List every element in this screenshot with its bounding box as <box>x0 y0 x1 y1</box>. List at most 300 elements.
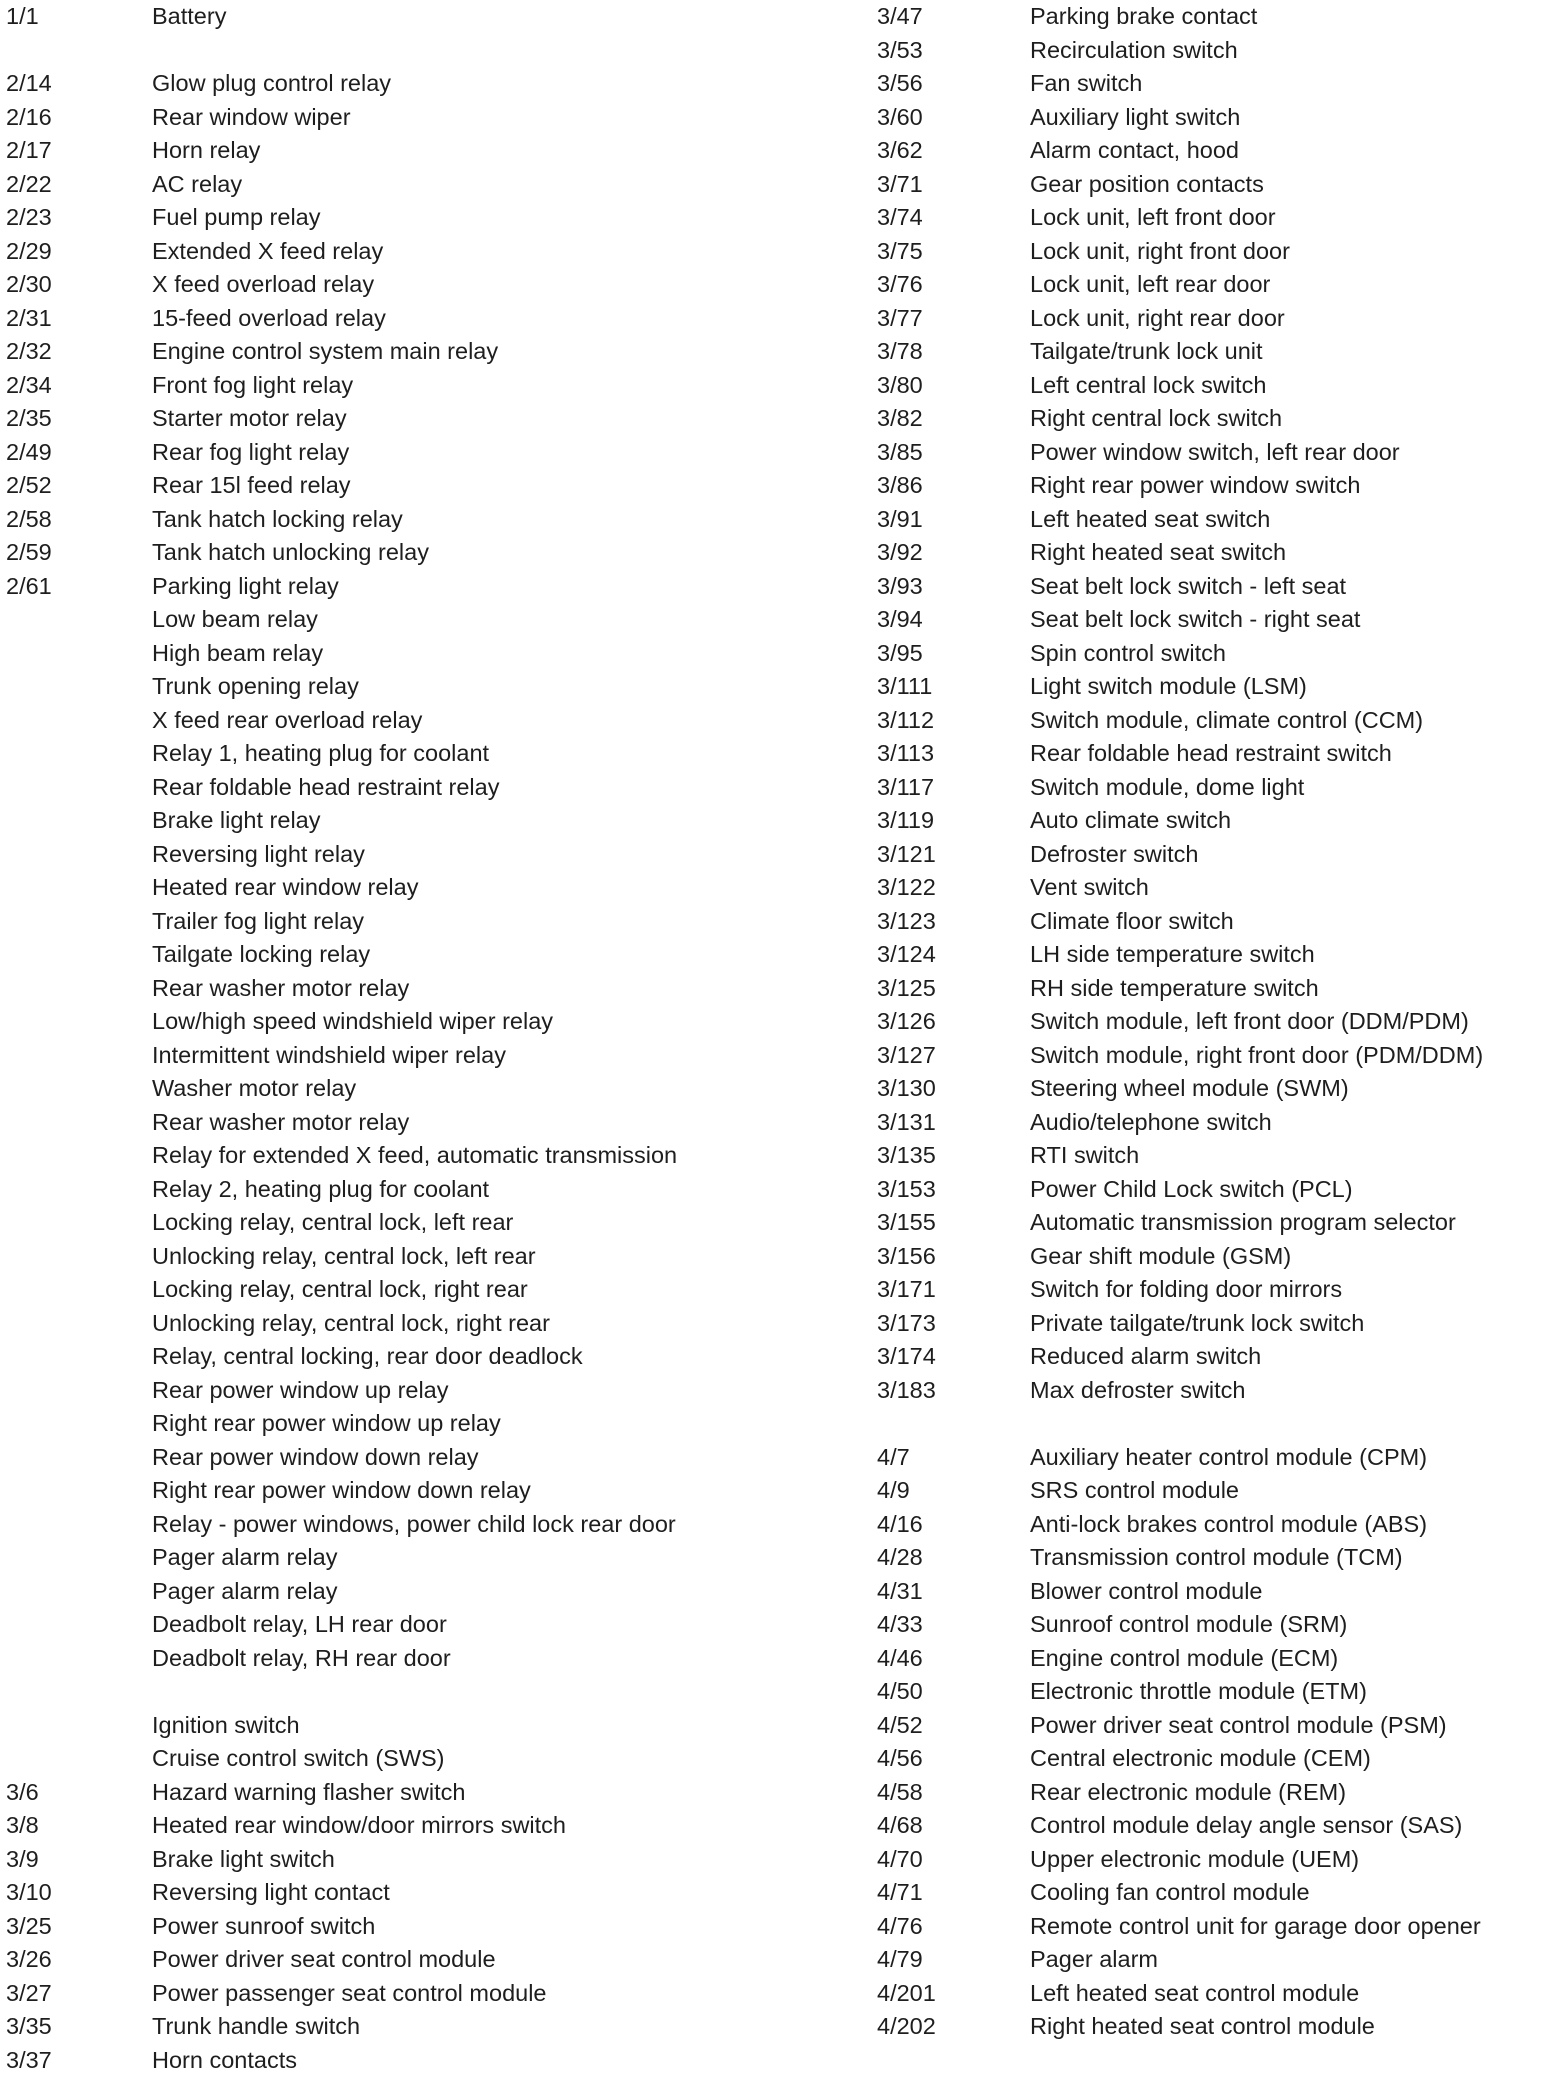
component-code: 4/79 <box>877 1946 923 1972</box>
component-row <box>0 1240 870 1274</box>
component-description: SRS control module <box>1030 1477 1239 1503</box>
component-row <box>0 1776 870 1810</box>
component-description: Tailgate locking relay <box>152 941 371 967</box>
component-row <box>0 905 870 939</box>
component-row <box>877 704 1550 738</box>
component-description: Right rear power window up relay <box>152 1410 501 1436</box>
component-row <box>877 1943 1550 1977</box>
component-code: 2/22 <box>6 170 52 197</box>
component-description: Auxiliary heater control module (CPM) <box>1030 1443 1428 1470</box>
component-row <box>0 804 870 838</box>
component-description: Relay 1, heating plug for coolant <box>152 740 490 766</box>
component-code: 2/30 <box>6 271 52 297</box>
component-description: Pager alarm relay <box>152 1544 338 1570</box>
component-code: 4/202 <box>877 2013 936 2039</box>
component-row <box>877 1005 1550 1039</box>
component-description: Rear 15l feed relay <box>152 472 351 498</box>
component-description: Recirculation switch <box>1030 36 1238 63</box>
component-code: 2/23 <box>6 204 52 230</box>
component-row <box>0 1474 870 1508</box>
component-code: 4/76 <box>877 1912 923 1939</box>
component-code: 3/56 <box>877 70 923 96</box>
component-code: 3/121 <box>877 840 936 867</box>
component-description: Gear position contacts <box>1030 170 1264 197</box>
component-row <box>0 0 870 34</box>
component-description: Right heated seat control module <box>1030 2013 1375 2039</box>
component-code: 3/183 <box>877 1376 936 1403</box>
component-description: Max defroster switch <box>1030 1376 1246 1403</box>
component-description: Power window switch, left rear door <box>1030 438 1400 465</box>
component-description: Seat belt lock switch - left seat <box>1030 572 1347 599</box>
component-code: 3/131 <box>877 1108 936 1135</box>
component-code: 3/76 <box>877 271 923 297</box>
component-description: X feed overload relay <box>152 271 375 297</box>
component-code: 3/126 <box>877 1008 936 1034</box>
component-description: Blower control module <box>1030 1577 1263 1604</box>
component-description: Central electronic module (CEM) <box>1030 1745 1371 1771</box>
component-row <box>0 335 870 369</box>
component-description: Rear foldable head restraint relay <box>152 773 500 800</box>
component-description: Unlocking relay, central lock, left rear <box>152 1242 536 1269</box>
component-row <box>877 1642 1550 1676</box>
component-description: Transmission control module (TCM) <box>1030 1544 1403 1570</box>
component-description: Relay, central locking, rear door deadlock <box>152 1343 583 1369</box>
component-description: Ignition switch <box>152 1711 300 1738</box>
component-description: AC relay <box>152 170 243 197</box>
component-code: 3/10 <box>6 1879 52 1905</box>
component-code: 4/9 <box>877 1477 910 1503</box>
component-description: Lock unit, right rear door <box>1030 304 1285 331</box>
component-description: Spin control switch <box>1030 639 1226 666</box>
component-description: Control module delay angle sensor (SAS) <box>1030 1812 1463 1838</box>
component-description: Right heated seat switch <box>1030 539 1287 565</box>
component-description: Cooling fan control module <box>1030 1879 1310 1905</box>
component-row <box>0 1307 870 1341</box>
component-row <box>0 1106 870 1140</box>
component-description: LH side temperature switch <box>1030 941 1315 967</box>
component-row <box>0 1541 870 1575</box>
component-row <box>877 737 1550 771</box>
component-code: 3/27 <box>6 1979 52 2006</box>
component-row <box>877 1541 1550 1575</box>
component-code: 3/117 <box>877 773 935 800</box>
component-description: Fuel pump relay <box>152 204 321 230</box>
component-description: Lock unit, right front door <box>1030 237 1290 264</box>
component-description: X feed rear overload relay <box>152 706 423 733</box>
component-row <box>0 1608 870 1642</box>
component-row <box>877 938 1550 972</box>
component-row <box>877 1407 1550 1441</box>
component-row <box>877 369 1550 403</box>
component-code: 2/52 <box>6 472 52 498</box>
component-description: Switch module, dome light <box>1030 773 1305 800</box>
component-description: Rear foldable head restraint switch <box>1030 740 1392 766</box>
component-row <box>877 1709 1550 1743</box>
component-description: Switch module, climate control (CCM) <box>1030 706 1424 733</box>
component-row <box>0 771 870 805</box>
component-code: 3/8 <box>6 1812 39 1838</box>
component-row <box>877 1240 1550 1274</box>
component-row <box>0 972 870 1006</box>
component-description: Relay for extended X feed, automatic transmission <box>152 1142 678 1168</box>
component-row <box>0 1139 870 1173</box>
component-row <box>877 838 1550 872</box>
component-row <box>0 1709 870 1743</box>
component-description: RH side temperature switch <box>1030 974 1319 1001</box>
component-row <box>877 1474 1550 1508</box>
component-code: 3/153 <box>877 1175 936 1202</box>
component-description: Rear power window up relay <box>152 1376 449 1403</box>
component-row <box>0 938 870 972</box>
component-code: 2/31 <box>6 304 52 331</box>
component-description: Anti-lock brakes control module (ABS) <box>1030 1510 1428 1537</box>
component-row <box>0 67 870 101</box>
component-row <box>877 2010 1550 2044</box>
component-row <box>0 1072 870 1106</box>
component-row <box>877 1742 1550 1776</box>
component-row <box>877 637 1550 671</box>
component-row <box>0 704 870 738</box>
component-description: Trunk opening relay <box>152 673 359 699</box>
component-row <box>0 1039 870 1073</box>
component-description: Horn contacts <box>152 2046 297 2073</box>
component-row <box>0 871 870 905</box>
component-code: 3/95 <box>877 639 923 666</box>
component-description: Rear fog light relay <box>152 438 350 465</box>
component-row <box>877 1776 1550 1810</box>
component-row <box>877 670 1550 704</box>
component-code: 3/124 <box>877 941 936 967</box>
component-row <box>0 268 870 302</box>
component-code: 3/155 <box>877 1209 936 1235</box>
component-row <box>0 302 870 336</box>
component-code: 3/130 <box>877 1075 936 1101</box>
component-code: 3/125 <box>877 974 936 1001</box>
component-description: RTI switch <box>1030 1142 1140 1168</box>
component-row <box>877 335 1550 369</box>
component-description: Unlocking relay, central lock, right rear <box>152 1309 550 1336</box>
component-code: 3/80 <box>877 371 923 398</box>
component-description: Hazard warning flasher switch <box>152 1778 466 1805</box>
component-description: Upper electronic module (UEM) <box>1030 1845 1360 1872</box>
component-code: 2/58 <box>6 505 52 532</box>
component-row <box>877 871 1550 905</box>
component-row <box>877 469 1550 503</box>
component-code: 3/85 <box>877 438 923 465</box>
component-row <box>0 1742 870 1776</box>
component-row <box>0 737 870 771</box>
component-description: Heated rear window relay <box>152 874 419 900</box>
component-code: 3/123 <box>877 907 936 934</box>
component-row <box>877 34 1550 68</box>
component-description: Glow plug control relay <box>152 70 392 96</box>
component-row <box>0 1441 870 1475</box>
component-row <box>877 1608 1550 1642</box>
component-description: Extended X feed relay <box>152 237 384 264</box>
component-description: Steering wheel module (SWM) <box>1030 1075 1349 1101</box>
component-code: 2/49 <box>6 438 52 465</box>
component-description: Electronic throttle module (ETM) <box>1030 1678 1367 1704</box>
component-row <box>0 637 870 671</box>
component-code: 3/37 <box>6 2046 52 2073</box>
component-row <box>877 235 1550 269</box>
component-row <box>0 201 870 235</box>
component-row <box>877 302 1550 336</box>
component-code: 3/82 <box>877 405 923 431</box>
component-row <box>0 536 870 570</box>
component-description: Horn relay <box>152 137 261 163</box>
component-description: Deadbolt relay, RH rear door <box>152 1644 451 1671</box>
component-code: 3/92 <box>877 539 923 565</box>
component-row <box>0 1273 870 1307</box>
component-description: Power driver seat control module <box>152 1946 496 1972</box>
component-code: 3/112 <box>877 706 935 733</box>
component-description: Low/high speed windshield wiper relay <box>152 1008 554 1034</box>
component-row <box>877 536 1550 570</box>
component-row <box>877 1843 1550 1877</box>
component-description: Right rear power window down relay <box>152 1477 531 1503</box>
component-description: Heated rear window/door mirrors switch <box>152 1812 567 1838</box>
component-row <box>0 101 870 135</box>
component-row <box>0 1943 870 1977</box>
component-row <box>0 1206 870 1240</box>
component-row <box>0 1977 870 2011</box>
component-code: 2/59 <box>6 539 52 565</box>
component-description: Right central lock switch <box>1030 405 1283 431</box>
component-code: 4/56 <box>877 1745 923 1771</box>
component-row <box>877 1977 1550 2011</box>
component-description: Starter motor relay <box>152 405 347 431</box>
component-description: Lock unit, left rear door <box>1030 271 1271 297</box>
component-code: 1/1 <box>6 3 39 29</box>
component-description: Left heated seat control module <box>1030 1979 1360 2006</box>
component-description: Switch module, right front door (PDM/DDM) <box>1030 1041 1484 1068</box>
component-code: 3/127 <box>877 1041 936 1068</box>
component-row <box>877 134 1550 168</box>
component-description: Gear shift module (GSM) <box>1030 1242 1292 1269</box>
component-description: Power sunroof switch <box>152 1912 376 1939</box>
component-row <box>877 1374 1550 1408</box>
component-description: Rear power window down relay <box>152 1443 479 1470</box>
component-code: 3/111 <box>877 673 933 699</box>
component-description: Deadbolt relay, LH rear door <box>152 1611 447 1637</box>
component-code: 3/86 <box>877 472 923 498</box>
component-code: 4/52 <box>877 1711 923 1738</box>
component-code: 3/94 <box>877 606 923 632</box>
component-row <box>877 101 1550 135</box>
component-row <box>877 1910 1550 1944</box>
component-description: Automatic transmission program selector <box>1030 1209 1456 1235</box>
component-row <box>0 436 870 470</box>
component-row <box>0 603 870 637</box>
component-code: 3/75 <box>877 237 923 264</box>
component-row <box>0 2044 870 2078</box>
component-row <box>0 1910 870 1944</box>
component-description: Auxiliary light switch <box>1030 103 1241 130</box>
component-row <box>0 235 870 269</box>
component-code: 3/91 <box>877 505 923 532</box>
component-row <box>0 134 870 168</box>
component-description: Locking relay, central lock, right rear <box>152 1276 528 1302</box>
component-description: Seat belt lock switch - right seat <box>1030 606 1361 632</box>
component-code: 3/25 <box>6 1912 52 1939</box>
component-description: Audio/telephone switch <box>1030 1108 1272 1135</box>
component-code: 4/70 <box>877 1845 923 1872</box>
component-code: 3/122 <box>877 874 936 900</box>
component-code: 4/31 <box>877 1577 923 1604</box>
component-row <box>0 1876 870 1910</box>
component-description: Low beam relay <box>152 606 318 632</box>
component-description: Cruise control switch (SWS) <box>152 1745 445 1771</box>
component-description: Pager alarm <box>1030 1946 1158 1972</box>
component-code: 4/7 <box>877 1443 910 1470</box>
component-row <box>877 0 1550 34</box>
component-code: 3/62 <box>877 137 923 163</box>
component-description: Rear window wiper <box>152 103 351 130</box>
component-description: Trailer fog light relay <box>152 907 365 934</box>
component-description: Switch for folding door mirrors <box>1030 1276 1343 1302</box>
component-code: 2/35 <box>6 405 52 431</box>
component-row <box>877 804 1550 838</box>
component-row <box>0 1575 870 1609</box>
component-code: 4/16 <box>877 1510 923 1537</box>
component-code: 4/68 <box>877 1812 923 1838</box>
component-code: 3/74 <box>877 204 923 230</box>
component-description: Left central lock switch <box>1030 371 1267 398</box>
component-description: Rear washer motor relay <box>152 974 410 1001</box>
component-row <box>877 67 1550 101</box>
component-description: Front fog light relay <box>152 371 354 398</box>
component-row <box>877 905 1550 939</box>
component-code: 2/29 <box>6 237 52 264</box>
component-description: Power driver seat control module (PSM) <box>1030 1711 1447 1738</box>
component-description: Relay - power windows, power child lock rear door <box>152 1510 676 1537</box>
component-row <box>0 402 870 436</box>
component-row <box>877 168 1550 202</box>
component-row <box>877 201 1550 235</box>
component-code: 3/26 <box>6 1946 52 1972</box>
component-description: Vent switch <box>1030 874 1149 900</box>
component-code: 3/113 <box>877 740 935 766</box>
component-description: Right rear power window switch <box>1030 472 1361 498</box>
component-description: Climate floor switch <box>1030 907 1234 934</box>
component-description: High beam relay <box>152 639 324 666</box>
component-row <box>877 1575 1550 1609</box>
component-code: 4/33 <box>877 1611 923 1637</box>
component-row <box>877 402 1550 436</box>
component-description: Washer motor relay <box>152 1075 357 1101</box>
component-row <box>877 1173 1550 1207</box>
component-code: 3/77 <box>877 304 923 331</box>
component-code: 2/17 <box>6 137 52 163</box>
component-description: Sunroof control module (SRM) <box>1030 1611 1348 1637</box>
component-code: 3/71 <box>877 170 923 197</box>
component-row <box>877 1072 1550 1106</box>
component-description: Power Child Lock switch (PCL) <box>1030 1175 1353 1202</box>
component-row <box>0 1005 870 1039</box>
component-code: 3/119 <box>877 807 935 833</box>
component-description: Rear washer motor relay <box>152 1108 410 1135</box>
component-description: Power passenger seat control module <box>152 1979 547 2006</box>
component-row <box>0 1843 870 1877</box>
component-description: Intermittent windshield wiper relay <box>152 1041 506 1068</box>
component-code: 3/174 <box>877 1343 936 1369</box>
component-row <box>0 469 870 503</box>
component-code: 4/28 <box>877 1544 923 1570</box>
component-row <box>877 1139 1550 1173</box>
component-row <box>877 268 1550 302</box>
component-description: Parking light relay <box>152 572 339 599</box>
component-description: Rear electronic module (REM) <box>1030 1778 1347 1805</box>
component-row <box>0 1407 870 1441</box>
component-description: Defroster switch <box>1030 840 1199 867</box>
component-description: Reversing light relay <box>152 840 365 867</box>
component-description: Relay 2, heating plug for coolant <box>152 1175 490 1202</box>
component-description: Locking relay, central lock, left rear <box>152 1209 514 1235</box>
component-description: Fan switch <box>1030 70 1143 96</box>
component-row <box>877 1340 1550 1374</box>
component-row <box>0 1809 870 1843</box>
component-code: 3/171 <box>877 1276 936 1302</box>
component-row <box>0 369 870 403</box>
component-description: Battery <box>152 3 227 29</box>
component-code: 2/14 <box>6 70 52 96</box>
component-description: Left heated seat switch <box>1030 505 1271 532</box>
component-row <box>877 503 1550 537</box>
component-description: Brake light switch <box>152 1845 335 1872</box>
component-description: Switch module, left front door (DDM/PDM) <box>1030 1008 1469 1034</box>
right-column <box>877 0 1550 2044</box>
component-row <box>0 1374 870 1408</box>
component-row <box>877 603 1550 637</box>
component-row <box>877 1039 1550 1073</box>
component-row <box>877 1273 1550 1307</box>
component-row <box>0 670 870 704</box>
component-row <box>877 1675 1550 1709</box>
component-row <box>0 1642 870 1676</box>
component-code: 3/156 <box>877 1242 936 1269</box>
component-code: 3/53 <box>877 36 923 63</box>
component-description: Trunk handle switch <box>152 2013 361 2039</box>
component-row <box>877 1307 1550 1341</box>
component-description: Reduced alarm switch <box>1030 1343 1262 1369</box>
component-description: 15-feed overload relay <box>152 304 386 331</box>
component-code: 2/32 <box>6 338 52 364</box>
component-description: Tailgate/trunk lock unit <box>1030 338 1263 364</box>
component-description: Light switch module (LSM) <box>1030 673 1307 699</box>
component-row <box>877 972 1550 1006</box>
component-row <box>877 1441 1550 1475</box>
component-code: 3/47 <box>877 3 923 29</box>
component-code: 4/46 <box>877 1644 923 1671</box>
component-description: Engine control module (ECM) <box>1030 1644 1339 1671</box>
component-row <box>0 34 870 68</box>
component-code: 2/61 <box>6 572 52 599</box>
component-row <box>0 838 870 872</box>
component-row <box>0 2010 870 2044</box>
component-description: Private tailgate/trunk lock switch <box>1030 1309 1365 1336</box>
component-row <box>877 570 1550 604</box>
component-description: Tank hatch unlocking relay <box>152 539 429 565</box>
component-description: Remote control unit for garage door opener <box>1030 1912 1481 1939</box>
component-row <box>0 168 870 202</box>
component-description: Tank hatch locking relay <box>152 505 403 532</box>
component-code: 3/78 <box>877 338 923 364</box>
component-row <box>0 1508 870 1542</box>
component-code: 4/58 <box>877 1778 923 1805</box>
component-code: 4/71 <box>877 1879 923 1905</box>
component-description: Parking brake contact <box>1030 3 1258 29</box>
